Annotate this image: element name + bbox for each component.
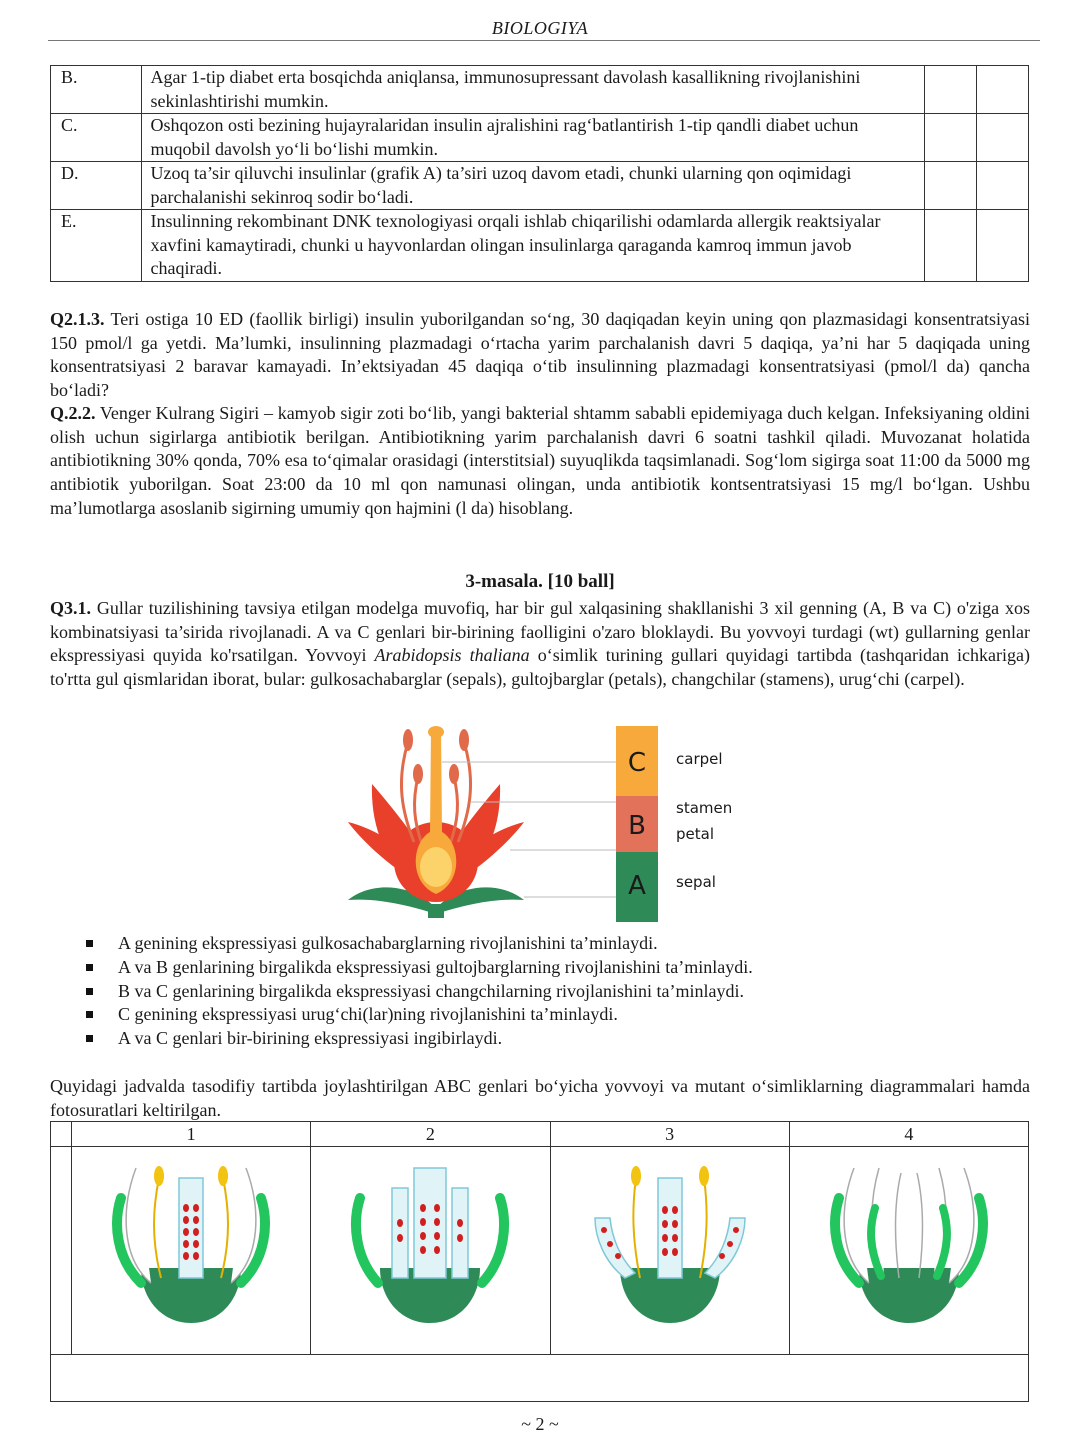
- column-header-4: 4: [789, 1122, 1028, 1147]
- flower-diagram-4: [789, 1147, 1028, 1355]
- flower-illustration: [348, 726, 524, 918]
- section-title: 3-masala. [10 ball]: [465, 571, 615, 592]
- abc-model-diagram: [330, 722, 760, 927]
- question-text: o‘simlik turining gullari quyidagi tartibda (tashqaridan ichkariga) to'rtta gul qismlaridan iborat, bular: gulkosachabarglar (sepals), gultojbarglar (petals), changchilar (stamens), urug‘chi (carpel).: [50, 645, 1031, 690]
- species-name: Arabidopsis thaliana: [374, 645, 530, 666]
- option-letter: E.: [51, 210, 142, 282]
- list-item: A va C genlari bir-birining ekspressiyasi ingibirlaydi.: [86, 1027, 753, 1051]
- option-text: Insulinning rekombinant DNK texnologiyasi orqali ishlab chiqarilishi odamlarda allergik reaktsiyalar xavfini kamaytiradi, chunki u hayvonlardan olingan insulinlarga qaraganda kamroq immun javob chaqiradi.: [142, 210, 925, 282]
- table-header-row: [51, 1122, 1029, 1147]
- page-number: ~ 2 ~: [521, 1414, 559, 1434]
- column-header-3: 3: [550, 1122, 789, 1147]
- option-text: Agar 1-tip diabet erta bosqichda aniqlansa, immunosupressant davolash kasallikning rivojlanishini sekinlashtirishi mumkin.: [142, 66, 925, 114]
- option-answer-cell[interactable]: [925, 210, 977, 282]
- option-answer-cell[interactable]: [977, 66, 1029, 114]
- organ-label-sepal: sepal: [676, 873, 716, 891]
- gene-c-label: C: [627, 748, 647, 778]
- question-text: Teri ostiga 10 ED (faollik birligi) insulin yuborilgandan so‘ng, 30 daqiqadan keyin uning qon plazmasidagi konsentratsiyasi 150 pmol/l ga yetdi. Ma’lumki, insulinning plazmadagi o‘rtacha yarim parchalanish davri 5 daqiqa, ya’ni har 5 daqiqada uning konsentratsiyasi 2 baravar kamayadi. In’ektsiyadan 45 daqiqa o‘tib insulinning plazmadagi konsentratsiyasi (pmol/l da) qancha bo‘ladi?: [50, 309, 1030, 401]
- column-header-2: 2: [311, 1122, 550, 1147]
- organ-label-petal: petal: [676, 825, 714, 843]
- question-q31: [50, 597, 1030, 692]
- option-answer-cell[interactable]: [925, 66, 977, 114]
- column-header-1: 1: [72, 1122, 311, 1147]
- list-item: A va B genlarining birgalikda ekspressiyasi gultojbarglarning rivojlanishini ta’minlaydi.: [86, 956, 753, 980]
- organ-label-carpel: carpel: [676, 750, 723, 768]
- page-header-title: BIOLOGIYA: [491, 18, 589, 38]
- mutant-diagram-table: [50, 1121, 1029, 1402]
- flower-diagram-4-image: [809, 1148, 1009, 1348]
- option-text: Oshqozon osti bezining hujayralaridan insulin ajralishini rag‘batlantirish 1-tip qandli diabet uchun muqobil davolsh yo‘li bo‘lishi mumkin.: [142, 114, 925, 162]
- option-row: [51, 66, 1029, 114]
- question-q22: [50, 402, 1030, 521]
- list-item: B va C genlarining birgalikda ekspressiyasi changchilarning rivojlanishini ta’minlaydi.: [86, 980, 753, 1004]
- list-item: C genining ekspressiyasi urug‘chi(lar)ning rivojlanishini ta’minlaydi.: [86, 1003, 753, 1027]
- option-letter: C.: [51, 114, 142, 162]
- option-letter: D.: [51, 162, 142, 210]
- flower-diagram-1-image: [91, 1148, 291, 1348]
- flower-diagram-3: [550, 1147, 789, 1355]
- question-text: Gullar tuzilishining tavsiya etilgan modelga muvofiq, har bir gul xalqasining shakllanishi 3 xil genning (A, B va C) o'ziga xos kombinatsiyasi ta’sirida rivojlanadi. A va C genlari bir-birining faolligini o'zaro bloklaydi. Bu yovvoyi turdagi (wt) gullarning genlar ekspressiyasi quyida ko'rsatilgan. Yovvoyi: [50, 598, 1030, 666]
- question-label: Q3.1.: [50, 598, 92, 618]
- flower-diagram-2-image: [330, 1148, 530, 1348]
- flower-diagram-1: [72, 1147, 311, 1355]
- gene-a-label: A: [628, 871, 646, 901]
- answer-row-cell[interactable]: [51, 1355, 1029, 1402]
- flower-diagram-2: [311, 1147, 550, 1355]
- question-label: Q2.1.3.: [50, 309, 105, 329]
- gene-rules-list: [86, 932, 753, 1051]
- option-answer-cell[interactable]: [925, 162, 977, 210]
- option-letter: B.: [51, 66, 142, 114]
- table-row: [51, 1355, 1029, 1402]
- list-item: A genining ekspressiyasi gulkosachabarglarning rivojlanishini ta’minlaydi.: [86, 932, 753, 956]
- option-text: Uzoq ta’sir qiluvchi insulinlar (grafik A) ta’siri uzoq davom etadi, chunki ularning qon oqimidagi parchalanishi sekinroq sodir bo‘ladi.: [142, 162, 925, 210]
- table-row: [51, 1147, 1029, 1355]
- question-label: Q.2.2.: [50, 403, 96, 423]
- answer-options-table: [50, 65, 1029, 282]
- flower-diagram-3-image: [570, 1148, 770, 1348]
- option-answer-cell[interactable]: [977, 210, 1029, 282]
- option-answer-cell[interactable]: [977, 114, 1029, 162]
- question-q213: [50, 308, 1030, 403]
- header-divider: [48, 40, 1040, 41]
- option-answer-cell[interactable]: [977, 162, 1029, 210]
- option-row: [51, 162, 1029, 210]
- gene-b-label: B: [628, 811, 646, 841]
- option-answer-cell[interactable]: [925, 114, 977, 162]
- organ-label-stamen: stamen: [676, 799, 733, 817]
- table-intro-text: Quyidagi jadvalda tasodifiy tartibda joylashtirilgan ABC genlari bo‘yicha yovvoyi va mutant o‘simliklarning diagrammalari hamda fotosuratlari keltirilgan.: [50, 1076, 1030, 1120]
- option-row: [51, 114, 1029, 162]
- option-row: [51, 210, 1029, 282]
- question-text: Venger Kulrang Sigiri – kamyob sigir zoti bo‘lib, yangi bakterial shtamm sababli epidemiyaga duch kelgan. Infeksiyaning oldini olish uchun sigirlarga antibiotik berilgan. Antibiotikning yarim parchalanish davri 6 soatni tashkil qiladi. Muvozanat holatida antibiotikning 30% qonda, 70% esa to‘qimalar orasidagi (interstitsial) suyuqlikda taqsimlanadi. Sog‘lom sigirga soat 11:00 da 5000 mg antibiotik yuborilgan. Soat 23:00 da 10 ml qon namunasi olingan, unda antibiotik kontsentratsiyasi 15 mg/l bo‘lgan. Ushbu ma’lumotlarga asoslanib sigirning umumiy qon hajmini (l da) hisoblang.: [50, 403, 1030, 518]
